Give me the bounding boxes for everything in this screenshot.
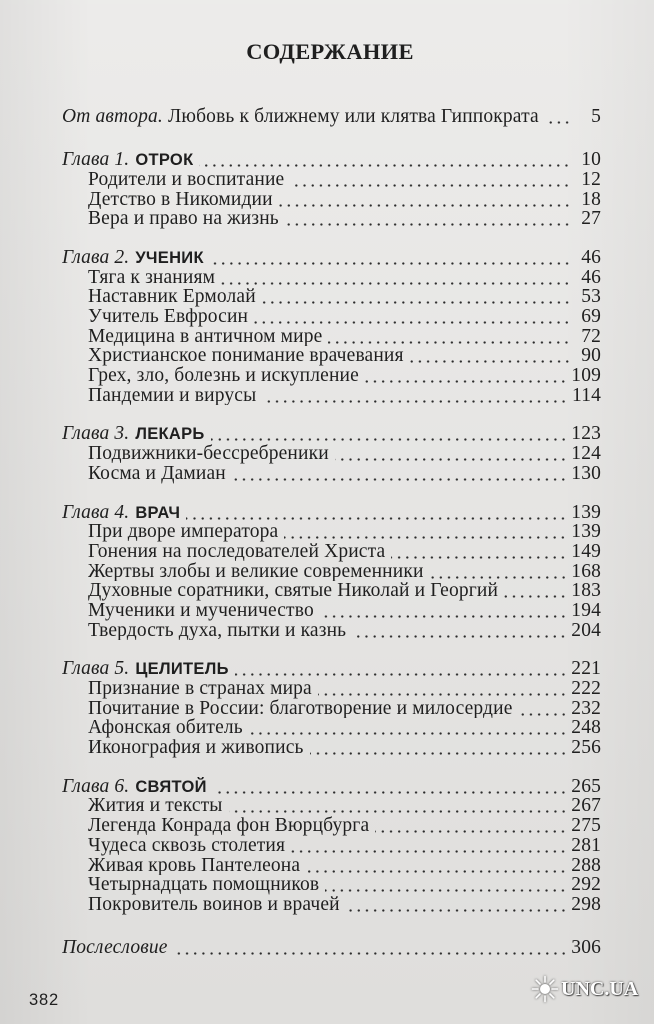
chapter-heading bbox=[62, 659, 601, 679]
section-entry bbox=[62, 875, 601, 895]
dot-leader bbox=[519, 699, 568, 719]
page-number: 139 bbox=[571, 502, 601, 523]
dot-leader bbox=[235, 659, 568, 679]
page-number: 222 bbox=[571, 679, 601, 699]
page-number: 27 bbox=[581, 209, 601, 229]
chapter-group bbox=[62, 503, 601, 641]
chapter-title: ЦЕЛИТЕЛЬ bbox=[135, 660, 229, 679]
section-title: Родители и воспитание bbox=[88, 169, 285, 190]
intro-text bbox=[62, 107, 539, 127]
page-number: 10 bbox=[581, 150, 601, 170]
page-number: 183 bbox=[571, 581, 601, 601]
dot-leader bbox=[285, 209, 571, 229]
dot-leader bbox=[290, 170, 571, 190]
page-number: 281 bbox=[571, 835, 601, 856]
page-number: 5 bbox=[591, 107, 601, 127]
section-entry bbox=[62, 562, 601, 582]
page-number: 168 bbox=[571, 561, 601, 582]
dot-leader bbox=[210, 248, 571, 268]
section-title: Признание в странах мира bbox=[88, 679, 312, 699]
section-entry bbox=[62, 738, 601, 758]
page-number: 12 bbox=[581, 169, 601, 190]
page-number: 72 bbox=[581, 326, 601, 347]
chapter-label: Глава 6. bbox=[62, 776, 130, 797]
section-entry bbox=[62, 287, 601, 307]
section-title: Детство в Никомидии bbox=[88, 189, 273, 210]
chapter-group bbox=[62, 248, 601, 406]
dot-leader bbox=[335, 444, 567, 464]
dot-leader bbox=[199, 150, 571, 170]
dot-leader bbox=[410, 346, 571, 366]
chapter-label: Глава 5. bbox=[62, 659, 130, 679]
dot-leader bbox=[430, 562, 568, 582]
chapter-title: УЧЕНИК bbox=[135, 248, 204, 267]
watermark bbox=[531, 975, 638, 1003]
section-entry bbox=[62, 170, 601, 190]
dot-leader bbox=[504, 581, 567, 601]
dot-leader bbox=[284, 522, 567, 542]
dot-leader bbox=[325, 875, 567, 895]
section-title: Жертвы злобы и великие современники bbox=[88, 561, 424, 582]
chapter-heading-text bbox=[62, 150, 193, 170]
page-number: 267 bbox=[571, 796, 601, 817]
dot-leader bbox=[213, 777, 568, 797]
page-heading: СОДЕРЖАНИЕ bbox=[246, 39, 414, 64]
dot-leader bbox=[545, 107, 571, 127]
page-number: 69 bbox=[581, 307, 601, 327]
section-title: Гонения на последователей Христа bbox=[88, 541, 386, 562]
chapter-heading-text bbox=[62, 424, 205, 444]
intro-label: От автора. bbox=[62, 107, 163, 127]
afterword-group bbox=[62, 938, 601, 958]
section-entry bbox=[62, 542, 601, 562]
page-number: 46 bbox=[581, 247, 601, 268]
dot-leader bbox=[174, 938, 568, 958]
section-entry bbox=[62, 816, 601, 836]
sun-star-icon bbox=[531, 975, 559, 1003]
page-number: 194 bbox=[571, 600, 601, 621]
dot-leader bbox=[221, 268, 571, 288]
chapter-label: Глава 2. bbox=[62, 247, 130, 268]
page-number: 90 bbox=[581, 346, 601, 367]
dot-leader bbox=[254, 307, 571, 327]
dot-leader bbox=[391, 542, 567, 562]
page-number: 53 bbox=[581, 287, 601, 307]
chapter-heading-text bbox=[62, 659, 229, 679]
page-number: 139 bbox=[571, 522, 601, 542]
folio-page-number: 382 bbox=[29, 991, 59, 1009]
section-title: Жития и тексты bbox=[88, 796, 223, 817]
section-entry bbox=[62, 621, 601, 641]
dot-leader bbox=[320, 601, 567, 621]
chapter-title: ОТРОК bbox=[135, 151, 194, 170]
chapter-heading-text bbox=[62, 248, 204, 268]
chapter-title: ВРАЧ bbox=[135, 503, 181, 522]
section-title: Косма и Дамиан bbox=[88, 463, 226, 484]
chapter-heading bbox=[62, 248, 601, 268]
section-entry bbox=[62, 209, 601, 229]
dot-leader bbox=[365, 366, 567, 386]
section-title: Четырнадцать помощников bbox=[88, 875, 320, 895]
page-number: 130 bbox=[571, 463, 601, 484]
dot-leader bbox=[352, 621, 567, 641]
dot-leader bbox=[211, 424, 568, 444]
section-entry bbox=[62, 718, 601, 738]
page-number: 275 bbox=[571, 816, 601, 836]
section-entry bbox=[62, 464, 601, 484]
afterword-title: Послесловие bbox=[62, 937, 168, 958]
dot-leader bbox=[346, 895, 568, 915]
section-title: Пандемии и вирусы bbox=[88, 385, 257, 406]
intro-entry bbox=[62, 107, 601, 127]
page-number: 232 bbox=[571, 698, 601, 719]
section-entry bbox=[62, 366, 601, 386]
section-title: Живая кровь Пантелеона bbox=[88, 855, 301, 876]
section-title: Вера и право на жизнь bbox=[88, 209, 279, 229]
section-entry bbox=[62, 522, 601, 542]
dot-leader bbox=[249, 718, 567, 738]
page-number: 46 bbox=[581, 267, 601, 288]
dot-leader bbox=[262, 287, 571, 307]
section-entry bbox=[62, 444, 601, 464]
section-entry bbox=[62, 601, 601, 621]
page-number: 292 bbox=[571, 875, 601, 895]
page-number: 256 bbox=[571, 738, 601, 758]
section-title: Иконография и живопись bbox=[88, 738, 304, 758]
chapter-heading-text bbox=[62, 777, 207, 797]
chapter-label: Глава 1. bbox=[62, 150, 130, 170]
section-title: Легенда Конрада фон Вюрцбурга bbox=[88, 816, 370, 836]
chapter-group bbox=[62, 659, 601, 757]
section-entry bbox=[62, 307, 601, 327]
page-number: 124 bbox=[571, 444, 601, 464]
chapter-group bbox=[62, 150, 601, 229]
page-number: 265 bbox=[571, 776, 601, 797]
page-number: 123 bbox=[571, 424, 601, 445]
chapter-label: Глава 4. bbox=[62, 502, 130, 523]
section-title: Покровитель воинов и врачей bbox=[88, 894, 340, 915]
section-title: Наставник Ермолай bbox=[88, 287, 256, 307]
section-title: Чудеса сквозь столетия bbox=[88, 835, 286, 856]
chapter-title: СВЯТОЙ bbox=[135, 777, 207, 796]
page-number: 114 bbox=[572, 385, 601, 406]
chapter-group bbox=[62, 777, 601, 915]
page-number: 248 bbox=[571, 718, 601, 739]
page-number: 288 bbox=[571, 855, 601, 876]
page-number: 204 bbox=[571, 620, 601, 641]
intro-title: Любовь к ближнему или клятва Гиппократа bbox=[168, 107, 539, 127]
section-title: Учитель Евфросин bbox=[88, 307, 249, 327]
chapter-heading bbox=[62, 424, 601, 444]
chapter-label: Глава 3. bbox=[62, 424, 130, 445]
section-title: Почитание в России: благотворение и милосердие bbox=[88, 698, 513, 719]
dot-leader bbox=[375, 816, 567, 836]
page-number: 306 bbox=[571, 937, 601, 958]
page-number: 221 bbox=[571, 659, 601, 679]
table-of-contents bbox=[62, 107, 601, 957]
afterword-entry bbox=[62, 938, 601, 958]
watermark-text: UNC.UA bbox=[561, 978, 639, 1000]
dot-leader bbox=[229, 796, 568, 816]
dot-leader bbox=[318, 679, 567, 699]
page-number: 149 bbox=[571, 541, 601, 562]
section-entry bbox=[62, 836, 601, 856]
section-entry bbox=[62, 699, 601, 719]
section-entry bbox=[62, 856, 601, 876]
section-entry bbox=[62, 346, 601, 366]
chapter-group bbox=[62, 424, 601, 483]
section-title: Мученики и мученичество bbox=[88, 600, 314, 621]
chapter-heading bbox=[62, 777, 601, 797]
section-title: Медицина в античном мире bbox=[88, 326, 323, 347]
chapter-heading bbox=[62, 150, 601, 170]
section-entry bbox=[62, 190, 601, 210]
section-title: Афонская обитель bbox=[88, 718, 243, 739]
section-entry bbox=[62, 327, 601, 347]
dot-leader bbox=[279, 190, 571, 210]
section-title: Духовные соратники, святые Николай и Георгий bbox=[88, 581, 499, 601]
dot-leader bbox=[306, 856, 567, 876]
dot-leader bbox=[186, 503, 567, 523]
section-entry bbox=[62, 895, 601, 915]
section-entry bbox=[62, 268, 601, 288]
section-title: Грех, зло, болезнь и искупление bbox=[88, 366, 359, 386]
dot-leader bbox=[232, 464, 567, 484]
section-title: Твердость духа, пытки и казнь bbox=[88, 620, 347, 641]
dot-leader bbox=[310, 738, 568, 758]
dot-leader bbox=[262, 386, 568, 406]
section-title: Христианское понимание врачевания bbox=[88, 346, 404, 367]
chapter-title: ЛЕКАРЬ bbox=[135, 425, 205, 444]
page-number: 298 bbox=[571, 894, 601, 915]
chapter-heading-text bbox=[62, 503, 180, 523]
page-number: 109 bbox=[571, 366, 601, 386]
section-title: Тяга к знаниям bbox=[88, 267, 216, 288]
section-entry bbox=[62, 581, 601, 601]
section-entry bbox=[62, 386, 601, 406]
section-entry bbox=[62, 679, 601, 699]
page-number: 18 bbox=[581, 189, 601, 210]
section-title: Подвижники-бессребреники bbox=[88, 444, 329, 464]
dot-leader bbox=[328, 327, 571, 347]
dot-leader bbox=[291, 836, 567, 856]
chapter-heading bbox=[62, 503, 601, 523]
section-title: При дворе императора bbox=[88, 522, 279, 542]
section-entry bbox=[62, 796, 601, 816]
